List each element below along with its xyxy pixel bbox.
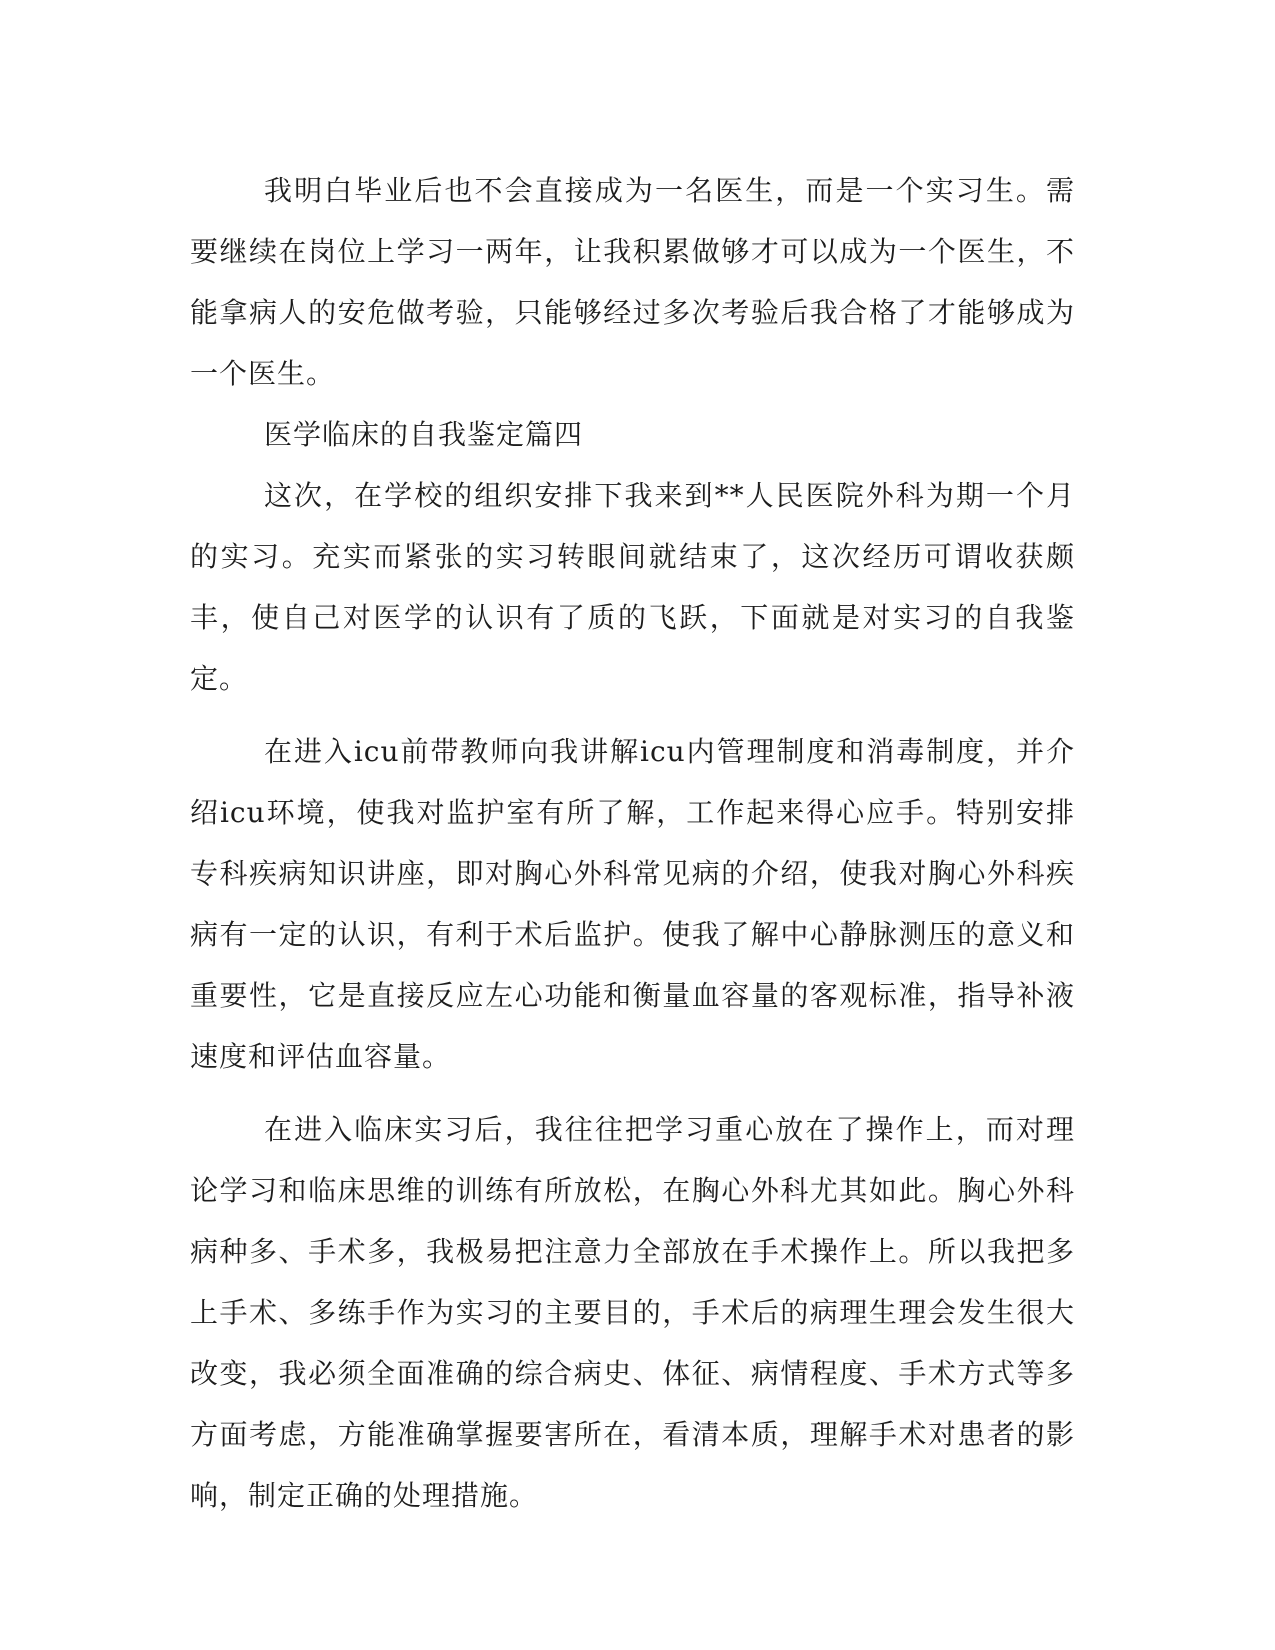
document-body	[190, 160, 1075, 1526]
paragraph-internship-intro: 这次，在学校的组织安排下我来到**人民医院外科为期一个月的实习。充实而紧张的实习转眼间就结束了，这次经历可谓收获颇丰，使自己对医学的认识有了质的飞跃，下面就是对实习的自我鉴定。	[190, 479, 1075, 695]
section-heading: 医学临床的自我鉴定篇四	[264, 418, 584, 451]
paragraph-icu: 在进入icu前带教师向我讲解icu内管理制度和消毒制度，并介绍icu环境，使我对监护室有所了解，工作起来得心应手。特别安排专科疾病知识讲座，即对胸心外科常见病的介绍，使我对胸心外科疾病有一定的认识，有利于术后监护。使我了解中心静脉测压的意义和重要性，它是直接反应左心功能和衡量血容量的客观标准，指导补液速度和评估血容量。	[190, 735, 1075, 1073]
paragraph-clinical-practice: 在进入临床实习后，我往往把学习重心放在了操作上，而对理论学习和临床思维的训练有所放松，在胸心外科尤其如此。胸心外科病种多、手术多，我极易把注意力全部放在手术操作上。所以我把多上手术、多练手作为实习的主要目的，手术后的病理生理会发生很大改变，我必须全面准确的综合病史、体征、病情程度、手术方式等多方面考虑，方能准确掌握要害所在，看清本质，理解手术对患者的影响，制定正确的处理措施。	[190, 1113, 1075, 1512]
paragraph-graduation: 我明白毕业后也不会直接成为一名医生，而是一个实习生。需要继续在岗位上学习一两年，让我积累做够才可以成为一个医生，不能拿病人的安危做考验，只能够经过多次考验后我合格了才能够成为一个医生。	[190, 174, 1075, 390]
